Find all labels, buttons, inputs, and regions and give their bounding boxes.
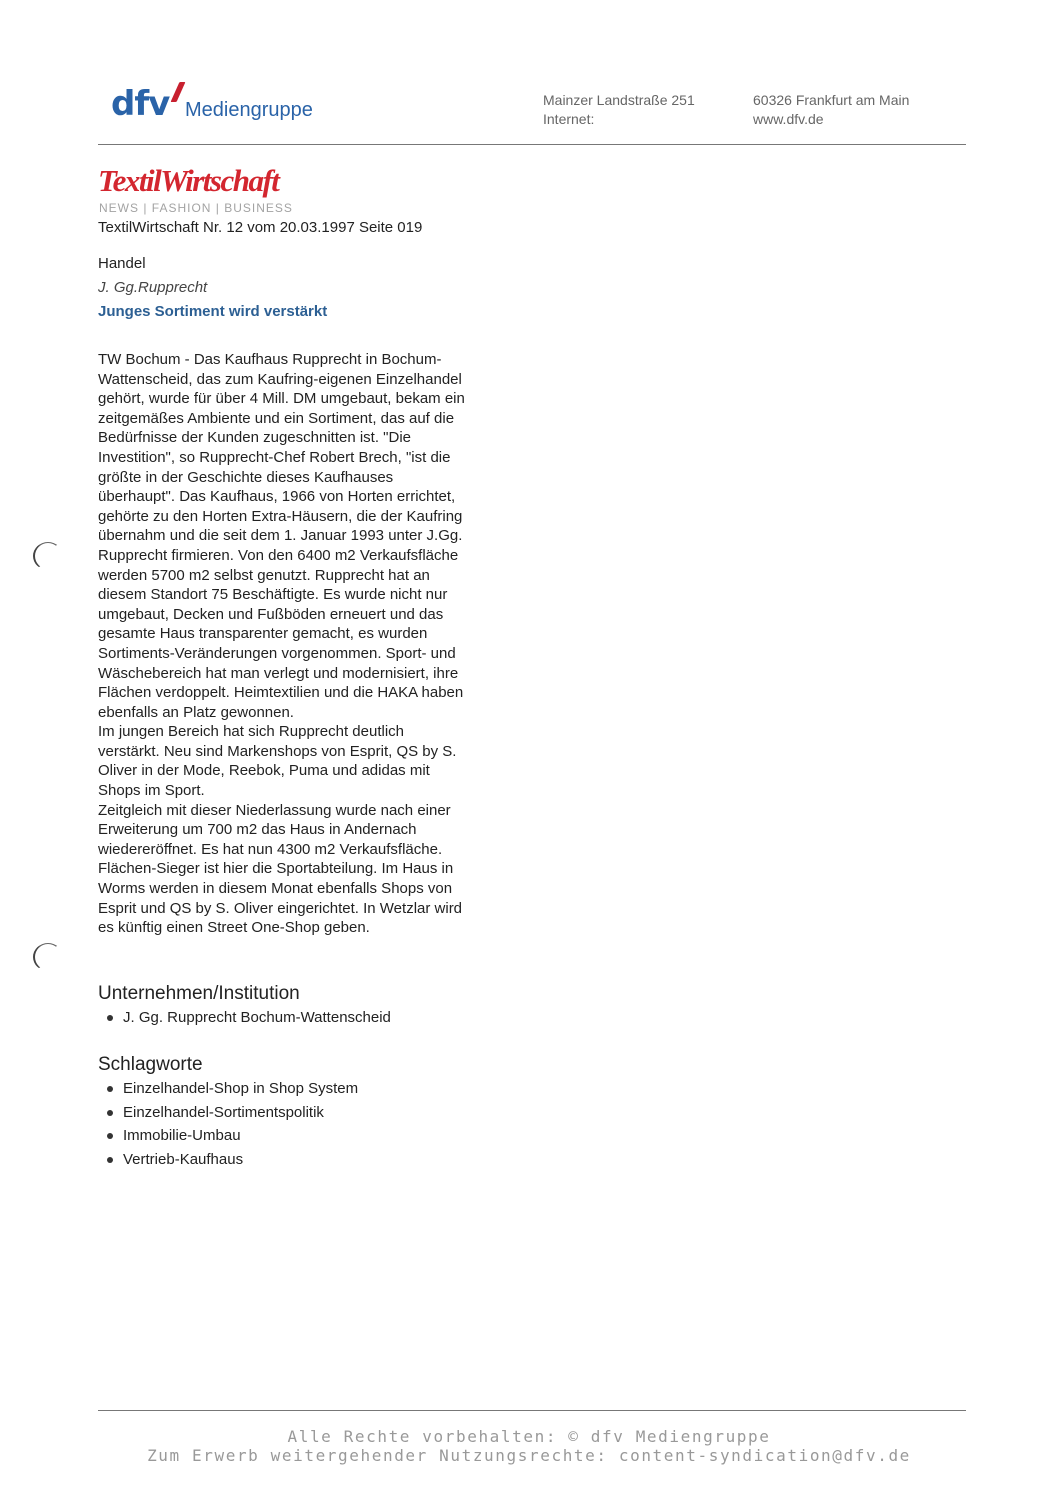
address-label: Mainzer Landstraße 251	[543, 92, 695, 108]
body-line: Flächen-Sieger ist hier die Sportabteilung. Im Haus in	[98, 860, 454, 878]
list-item-label: Vertrieb-Kaufhaus	[123, 1151, 244, 1169]
body-line: zeitgemäßes Ambiente und ein Sortiment, das auf die	[98, 409, 455, 427]
footer-rights: Alle Rechte vorbehalten: © dfv Mediengruppe	[287, 1427, 771, 1446]
publication-logo: TextilWirtschaft	[98, 163, 279, 198]
body-line: Esprit und QS by S. Oliver eingerichtet. In Wetzlar wird	[98, 899, 463, 917]
bullet-icon	[107, 1133, 113, 1139]
issue-info: TextilWirtschaft Nr. 12 vom 20.03.1997 Seite 019	[98, 219, 423, 236]
body-line: werden 5700 m2 selbst genutzt. Rupprecht hat an	[98, 566, 430, 584]
punch-hole-mark	[33, 943, 63, 971]
body-line: umgebaut, Decken und Fußböden erneuert und das	[98, 605, 444, 623]
article-author: J. Gg.Rupprecht	[98, 279, 208, 296]
body-line: Bedürfnisse der Kunden zugeschnitten ist. "Die	[98, 429, 412, 447]
punch-hole-mark	[33, 542, 63, 570]
list-item	[98, 1101, 358, 1125]
logo-mediengruppe: Mediengruppe	[185, 99, 313, 121]
companies-title: Unternehmen/Institution	[98, 983, 300, 1004]
body-line: Investition", so Rupprecht-Chef Robert Brech, "ist die	[98, 448, 451, 466]
body-line: Im jungen Bereich hat sich Rupprecht deutlich	[98, 723, 405, 741]
internet-label: Internet:	[543, 111, 595, 127]
list-item	[98, 1077, 358, 1101]
article-headline: Junges Sortiment wird verstärkt	[98, 303, 328, 320]
body-line: Wattenscheid, das zum Kaufring-eigenen Einzelhandel	[98, 370, 462, 388]
body-line: überhaupt". Das Kaufhaus, 1966 von Horten errichtet,	[98, 488, 456, 506]
body-line: größte in der Geschichte dieses Kaufhauses	[98, 468, 394, 486]
body-line: Sortiments-Veränderungen vorgenommen. Sport- und	[98, 644, 456, 662]
list-item	[98, 1124, 358, 1148]
footer-syndication: Zum Erwerb weitergehender Nutzungsrechte: content-syndication@dfv.de	[147, 1446, 911, 1465]
body-line: Worms werden in diesem Monat ebenfalls Shops von	[98, 880, 453, 898]
bullet-icon	[107, 1110, 113, 1116]
internet-url: www.dfv.de	[753, 111, 824, 127]
list-item-label: Einzelhandel-Shop in Shop System	[123, 1080, 359, 1097]
list-item	[98, 1148, 358, 1172]
list-item	[98, 1006, 391, 1030]
bullet-icon	[107, 1157, 113, 1163]
rubric: Handel	[98, 255, 146, 272]
dfv-logo	[111, 84, 331, 128]
body-line: Rupprecht firmieren. Von den 6400 m2 Verkaufsfläche	[98, 546, 459, 564]
body-line: gesamte Haus transparenter gemacht, es wurden	[98, 625, 428, 643]
body-line: übernahm und die seit dem 1. Januar 1993 unter J.Gg.	[98, 527, 463, 545]
body-line: Oliver in der Mode, Reebok, Puma und adidas mit	[98, 762, 430, 780]
body-line: Shops im Sport.	[98, 782, 205, 800]
header-divider	[98, 144, 966, 145]
body-line: verstärkt. Neu sind Markenshops von Esprit, QS by S.	[98, 742, 457, 760]
body-line: Zeitgleich mit dieser Niederlassung wurde nach einer	[98, 801, 451, 819]
list-item-label: J. Gg. Rupprecht Bochum-Wattenscheid	[123, 1009, 391, 1026]
publication-tagline: NEWS | FASHION | BUSINESS	[99, 201, 293, 215]
keywords-list	[98, 1077, 358, 1172]
body-line: Wäschebereich hat man verlegt und modernisiert, ihre	[98, 664, 459, 682]
body-line: gehörte zu den Horten Extra-Häusern, die der Kaufring	[98, 507, 463, 525]
keywords-title: Schlagworte	[98, 1054, 203, 1075]
body-line: Flächen verdoppelt. Heimtextilien und die HAKA haben	[98, 684, 464, 702]
list-item-label: Einzelhandel-Sortimentspolitik	[123, 1103, 324, 1121]
logo-dfv: dfv	[111, 84, 170, 124]
logo-slash-mark	[171, 82, 186, 102]
address-city: 60326 Frankfurt am Main	[753, 92, 910, 108]
footer-divider	[98, 1410, 966, 1411]
companies-list	[98, 1006, 391, 1030]
body-line: gehört, wurde für über 4 Mill. DM umgebaut, bekam ein	[98, 390, 465, 408]
body-line: wiedereröffnet. Es hat nun 4300 m2 Verkaufsfläche.	[98, 840, 443, 858]
body-line: ebenfalls an Platz gewonnen.	[98, 703, 294, 721]
body-line: Erweiterung um 700 m2 das Haus in Andernach	[98, 821, 417, 839]
bullet-icon	[107, 1015, 113, 1021]
body-line: es künftig einen Street One-Shop geben.	[98, 919, 370, 937]
body-line: diesem Standort 75 Beschäftigte. Es wurde nicht nur	[98, 586, 448, 604]
article-body	[98, 350, 518, 938]
bullet-icon	[107, 1086, 113, 1092]
list-item-label: Immobilie-Umbau	[123, 1127, 241, 1145]
body-line: TW Bochum - Das Kaufhaus Rupprecht in Bochum-	[98, 351, 442, 368]
